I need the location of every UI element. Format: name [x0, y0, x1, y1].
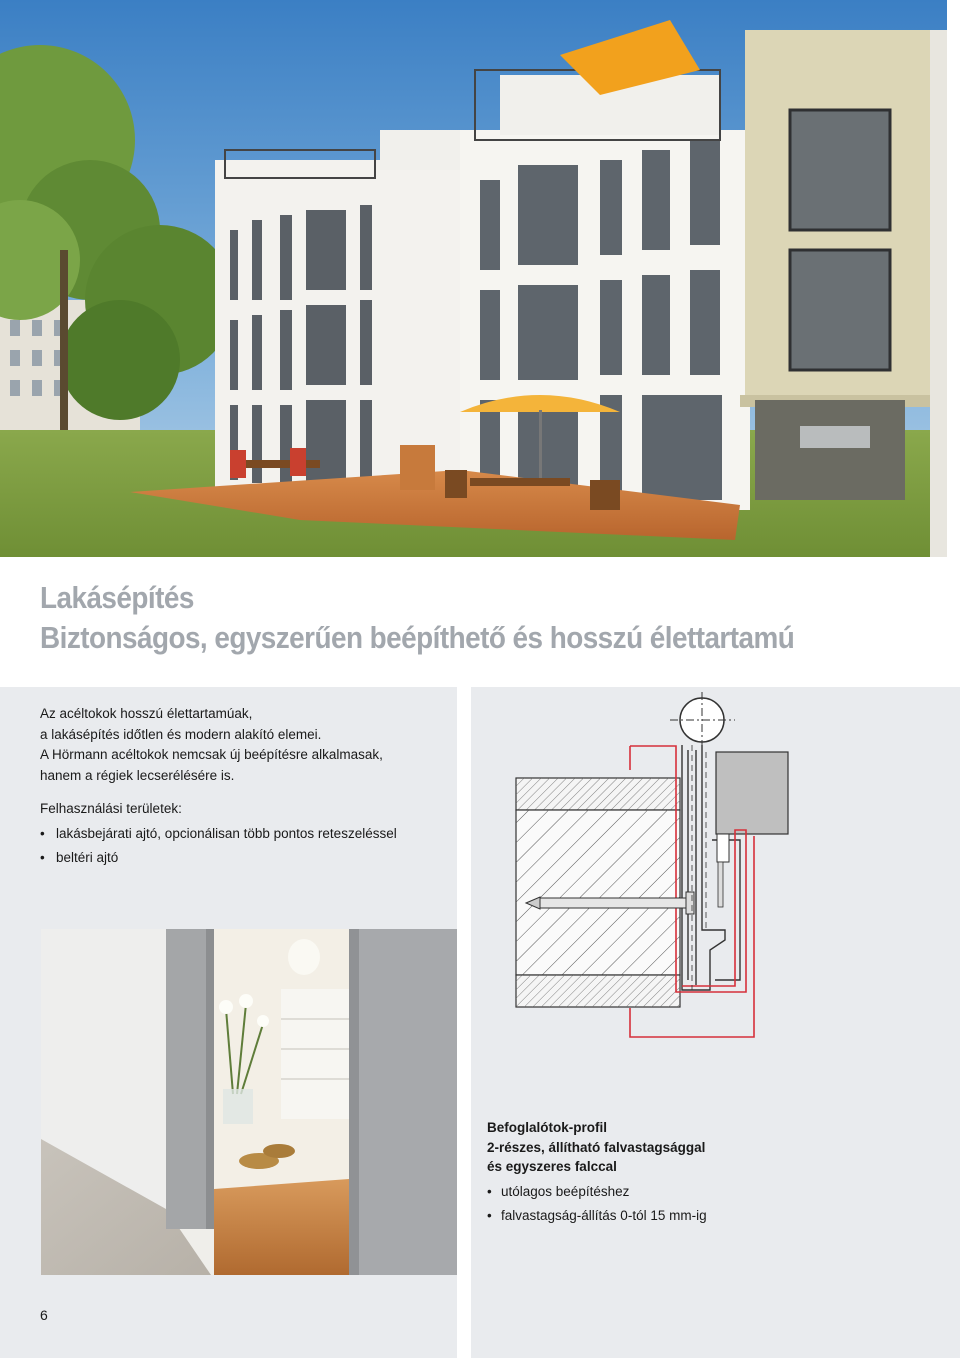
interior-door-photo — [41, 929, 457, 1275]
profile-title: Befoglalótok-profil — [487, 1120, 607, 1135]
profile-description — [487, 1118, 927, 1231]
page-title: Lakásépítés — [40, 580, 194, 615]
intro-line: Az acéltokok hosszú élettartamúak, — [40, 706, 253, 721]
hero-building-photo — [0, 0, 947, 557]
profile-subtitle: 2-részes, állítható falvastagsággal — [487, 1139, 706, 1155]
intro-line: hanem a régiek lecserélésére is. — [40, 767, 235, 783]
list-item: • beltéri ajtó — [40, 849, 397, 873]
uses-list — [40, 825, 397, 873]
profile-list — [487, 1183, 927, 1231]
intro-line: a lakásépítés időtlen és modern alakító elemei. — [40, 726, 322, 742]
list-item: • utólagos beépítéshez — [487, 1183, 927, 1207]
intro-text — [40, 704, 450, 786]
page-number: 6 — [40, 1307, 48, 1323]
list-item: • lakásbejárati ajtó, opcionálisan több pontos reteszeléssel — [40, 825, 397, 849]
frame-profile-drawing — [510, 690, 800, 1045]
intro-line: A Hörmann acéltokok nemcsak új beépítésre alkalmasak, — [40, 747, 383, 762]
list-item: • falvastagság-állítás 0-tól 15 mm-ig — [487, 1207, 927, 1231]
uses-heading: Felhasználási területek: — [40, 801, 182, 816]
profile-subtitle: és egyszeres falccal — [487, 1159, 617, 1174]
page-subtitle: Biztonságos, egyszerűen beépíthető és hosszú élettartamú — [40, 620, 795, 655]
